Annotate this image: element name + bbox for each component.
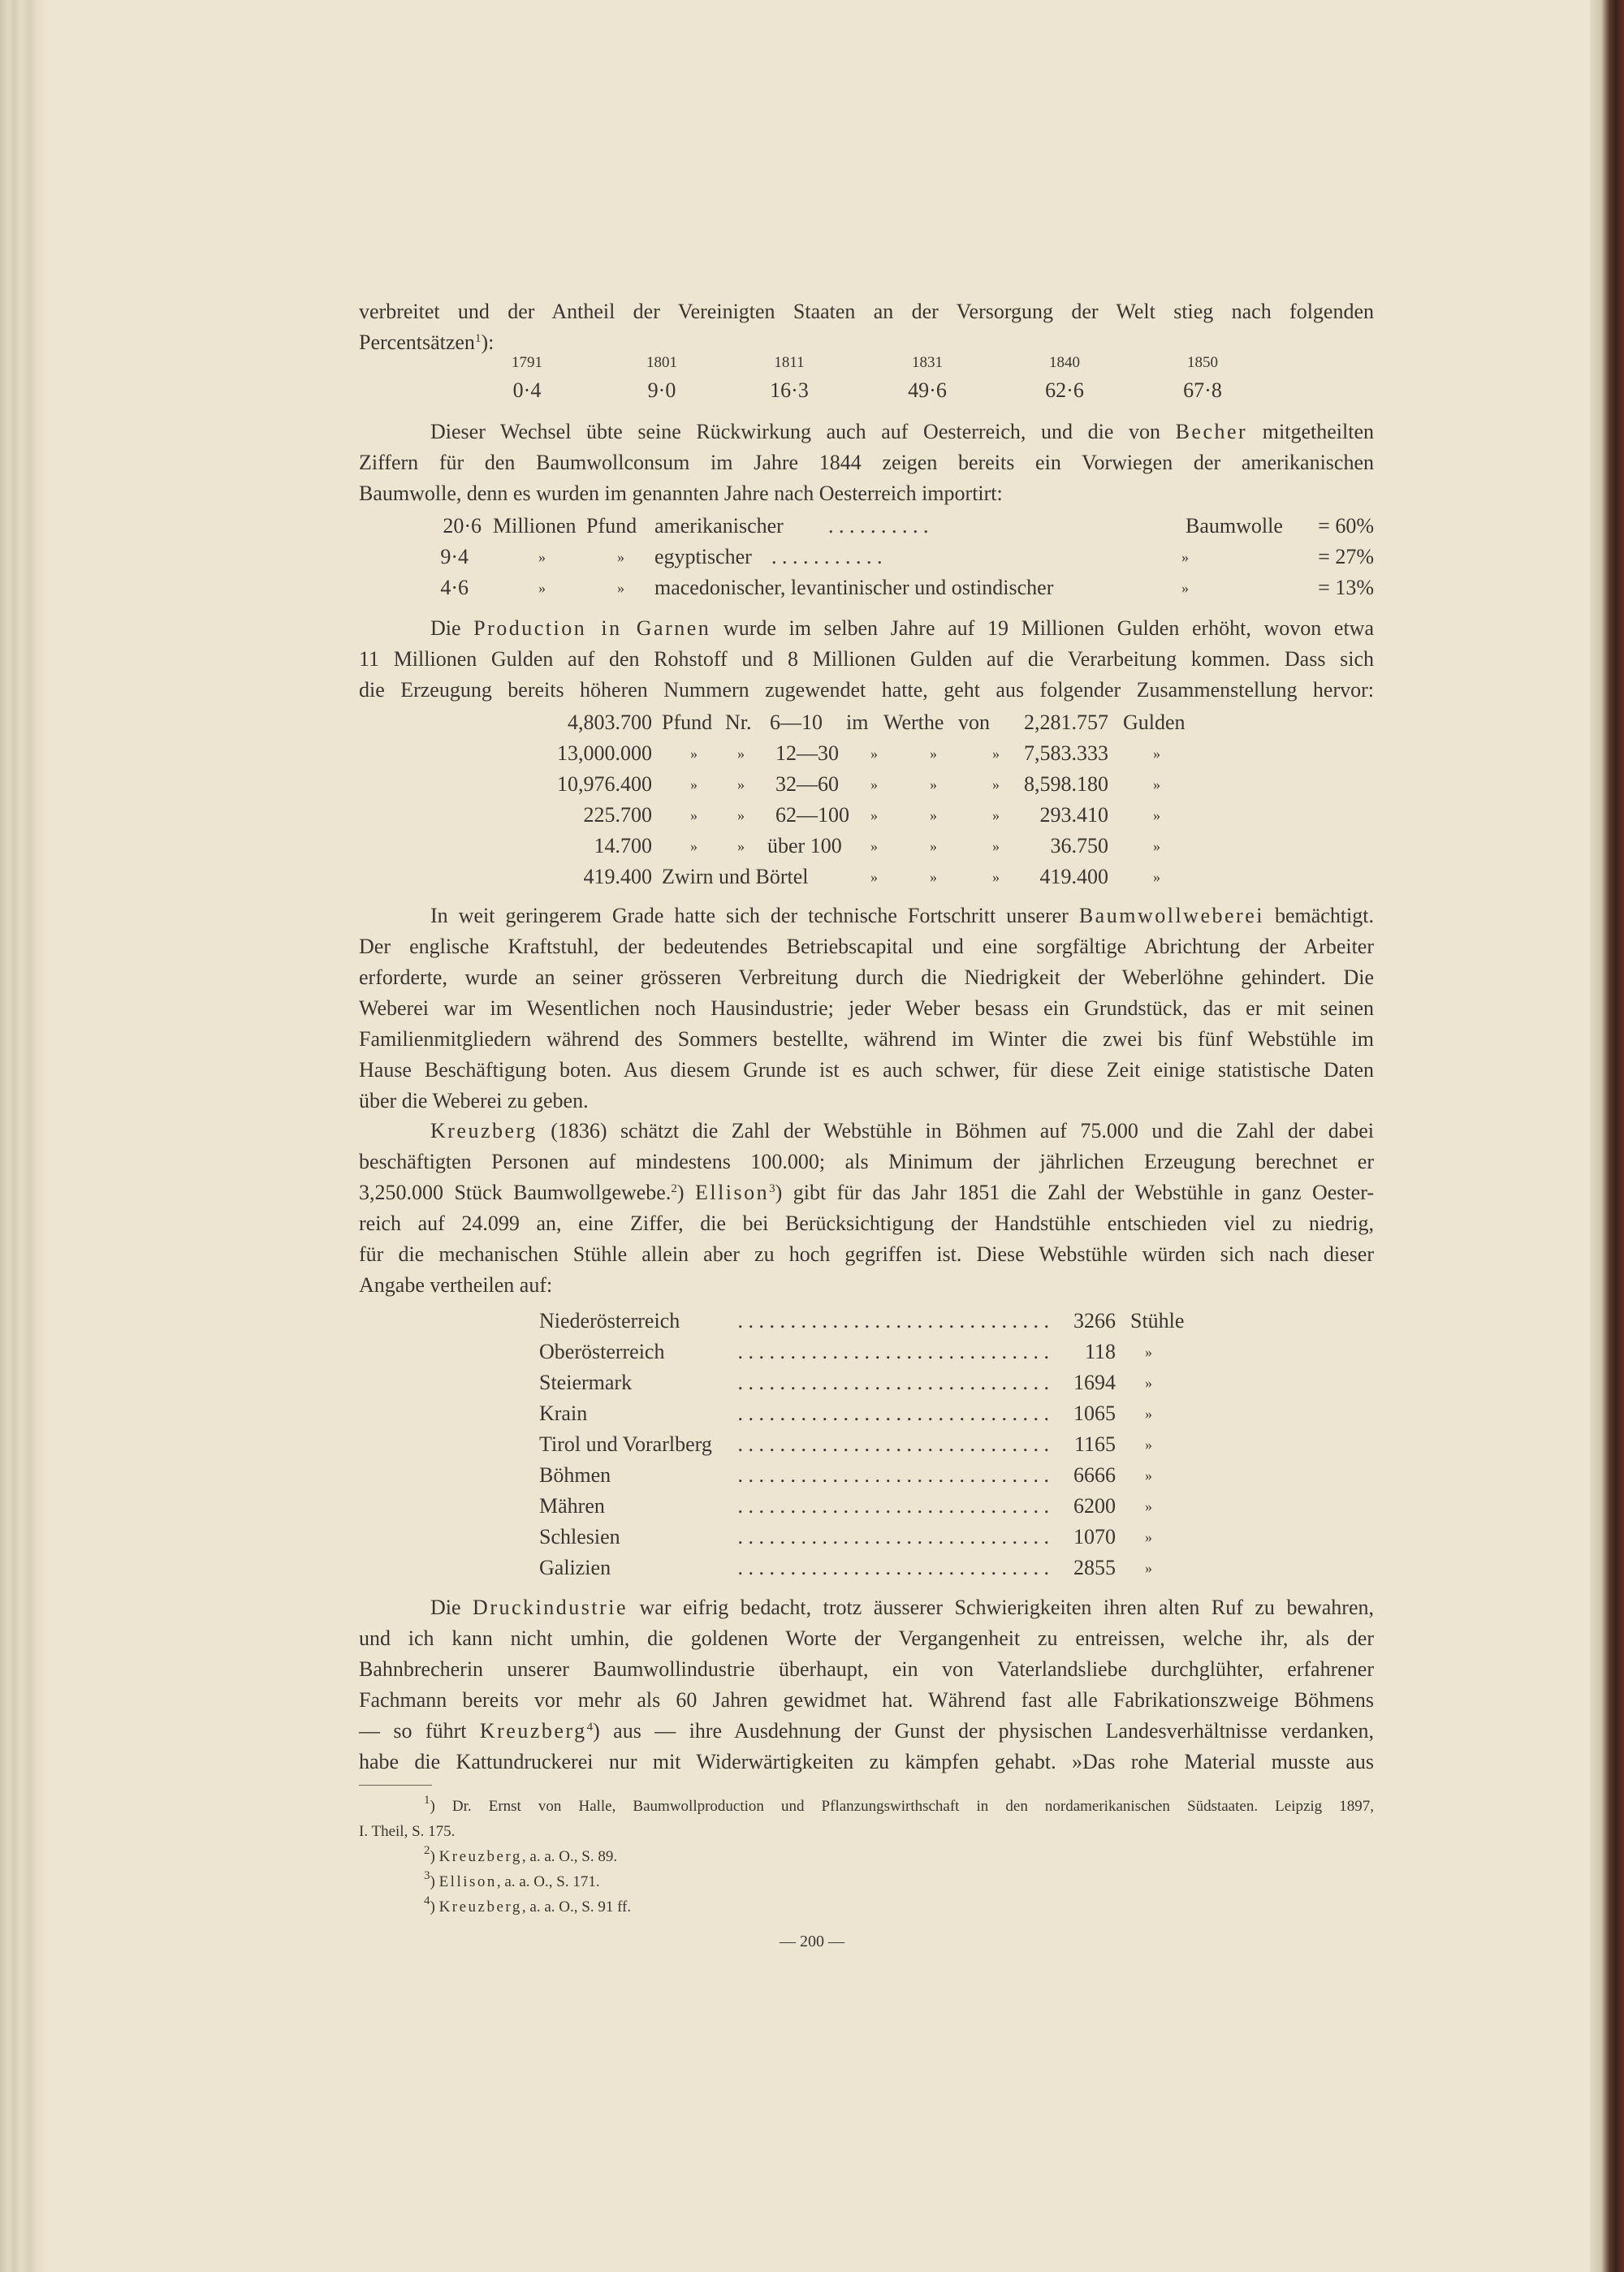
- dot-leader: . . . . . . . . . . . . . . . . . . . . . . . . . . . . . .: [737, 1340, 1049, 1363]
- value: 293.410: [1039, 803, 1108, 827]
- footnote-ref: 3: [424, 1869, 430, 1882]
- text: Fachmann bereits vor mehr als 60 Jahren gewidmet hat. Während fast alle Fabrikationszweige Böhmens: [359, 1688, 1374, 1712]
- value: 7,583.333: [1024, 741, 1108, 765]
- spaced-name: Ellison: [438, 1873, 497, 1890]
- footnotes: [359, 1794, 1374, 1920]
- text: verbreitet und der Antheil der Vereinigten Staaten an der Versorgung der Welt stieg nach folgenden: [359, 300, 1374, 323]
- unit: »: [1145, 1529, 1152, 1545]
- unit: »: [1145, 1375, 1152, 1391]
- origin: egyptischer: [654, 545, 752, 568]
- label: »: [992, 807, 1000, 823]
- unit: »: [690, 838, 698, 854]
- region: Steiermark: [539, 1371, 633, 1394]
- currency: »: [1153, 776, 1160, 793]
- quantity: 4,803.700: [568, 711, 652, 734]
- count: 1070: [1073, 1525, 1116, 1549]
- label: »: [930, 838, 937, 854]
- label: Werthe: [883, 711, 944, 734]
- import-row: [0, 542, 1624, 572]
- text: über die Weberei zu geben.: [359, 1089, 589, 1112]
- text-line: [359, 1819, 1374, 1844]
- text-line: [359, 1055, 1374, 1086]
- text: Der englische Kraftstuhl, der bedeutendes Betriebscapital und eine sorgfältige Abrichtung der Arbeiter: [359, 935, 1374, 958]
- text: wurde im selben Jahre auf 19 Millionen Gulden erhöht, wovon etwa: [710, 616, 1374, 640]
- spaced-name: Druckindustrie: [473, 1596, 628, 1619]
- text-line: [359, 644, 1374, 675]
- text-line: [359, 1894, 1374, 1920]
- label: »: [737, 838, 745, 854]
- text-line: [359, 1747, 1374, 1777]
- text-line: [359, 1654, 1374, 1685]
- spaced-name: Becher: [1175, 420, 1248, 443]
- label: »: [870, 807, 878, 823]
- text: ): [676, 1181, 695, 1204]
- percent: = 27%: [1318, 545, 1374, 568]
- text: Baumwolle, denn es wurden im genannten Jahre nach Oesterreich importirt:: [359, 482, 1003, 505]
- yarn-row: [0, 831, 1624, 862]
- label: »: [930, 776, 937, 793]
- paragraph: [359, 296, 1374, 358]
- looms-row: [0, 1367, 1624, 1398]
- region: Schlesien: [539, 1525, 620, 1549]
- year-label: 1850: [1187, 354, 1218, 371]
- origin: macedonischer, levantinischer und ostindischer: [654, 576, 1054, 599]
- paragraph: [359, 1592, 1374, 1777]
- year-label: 1811: [774, 354, 805, 371]
- footnote-ref: 1: [424, 1794, 430, 1807]
- label: »: [992, 838, 1000, 854]
- label: »: [870, 869, 878, 885]
- looms-row: [0, 1337, 1624, 1367]
- spaced-name: Baumwollweberei: [1078, 904, 1264, 927]
- quantity: 13,000.000: [557, 741, 652, 765]
- text: für die mechanischen Stühle allein aber zu hoch gegriffen ist. Diese Webstühle würden sich nach dieser: [359, 1242, 1374, 1266]
- text-line: [359, 1685, 1374, 1716]
- label: »: [870, 745, 878, 762]
- currency: »: [1153, 869, 1160, 885]
- text-line: [359, 1208, 1374, 1239]
- number-range: 12—30: [775, 741, 839, 765]
- label: »: [1181, 549, 1189, 565]
- text: ): [430, 1898, 439, 1916]
- quantity: 10,976.400: [557, 772, 652, 796]
- text: , a. a. O., S. 91 ff.: [521, 1898, 632, 1916]
- text: die Erzeugung bereits höheren Nummern zugewendet hatte, geht aus folgender Zusammenstellung hervor:: [359, 678, 1374, 702]
- unit: »: [1145, 1406, 1152, 1422]
- text-line: [359, 675, 1374, 706]
- footnote-ref: 3: [769, 1182, 775, 1195]
- spaced-name: Ellison: [694, 1181, 770, 1204]
- text-line: [359, 1239, 1374, 1270]
- paragraph: [359, 613, 1374, 706]
- text: ) gibt für das Jahr 1851 die Zahl der Webstühle in ganz Oester-: [775, 1181, 1374, 1204]
- label: Baumwolle: [1186, 514, 1283, 538]
- paragraph: [359, 417, 1374, 509]
- region: Krain: [539, 1402, 588, 1425]
- text: Weberei war im Wesentlichen noch Hausindustrie; jeder Weber besass ein Grundstück, das er mit seinen: [359, 996, 1374, 1020]
- dot-leader: . . . . . . . . . . . . . . . . . . . . . . . . . . . . . .: [737, 1494, 1049, 1518]
- quantity: 419.400: [583, 865, 652, 888]
- footnote-ref: 1: [474, 332, 482, 345]
- percent-value: 0·4: [512, 378, 542, 402]
- footnote-divider: [359, 1785, 432, 1786]
- yarn-row: [0, 738, 1624, 769]
- spaced-name: Kreuzberg: [430, 1119, 538, 1142]
- percent-value: 9·0: [647, 378, 676, 402]
- text-line: [359, 447, 1374, 478]
- text: Die: [430, 1596, 473, 1619]
- text: (1836) schätzt die Zahl der Webstühle in Böhmen auf 75.000 und die Zahl der dabei: [537, 1119, 1374, 1142]
- import-row: [0, 572, 1624, 603]
- amount: 4·6: [440, 576, 469, 599]
- footnote-ref: 4: [586, 1721, 594, 1734]
- text: ) Dr. Ernst von Halle, Baumwollproduction und Pflanzungswirthschaft in den nordamerikanischen Südstaaten. Leipzig 1897,: [430, 1798, 1374, 1815]
- unit: Pfund: [586, 514, 637, 538]
- looms-row: [0, 1306, 1624, 1337]
- unit: Stühle: [1130, 1309, 1185, 1333]
- spaced-name: Kreuzberg: [479, 1719, 587, 1743]
- count: 6666: [1073, 1463, 1116, 1487]
- yarn-row: [0, 800, 1624, 831]
- region: Oberösterreich: [539, 1340, 665, 1363]
- text: und ich kann nicht umhin, die goldenen Worte der Vergangenheit zu entreissen, welche ihr, als der: [359, 1626, 1374, 1650]
- text: — so führt: [359, 1719, 480, 1743]
- number-range: 6—10: [770, 711, 823, 734]
- count: 6200: [1073, 1494, 1116, 1518]
- text-line: [359, 1869, 1374, 1894]
- looms-row: [0, 1460, 1624, 1491]
- count: 118: [1084, 1340, 1116, 1363]
- text: bemächtigt.: [1263, 904, 1375, 927]
- text: , a. a. O., S. 89.: [521, 1848, 618, 1865]
- text: erforderte, wurde an seiner grösseren Verbreitung durch die Niedrigkeit der Weberlöhne gehindert. Die: [359, 965, 1374, 989]
- percent-table: [0, 354, 1624, 411]
- text: ) aus — ihre Ausdehnung der Gunst der physischen Landesverhältnisse verdanken,: [593, 1719, 1374, 1743]
- footnote-ref: 2: [671, 1182, 677, 1195]
- paragraph: [359, 901, 1374, 1117]
- dot-leader: . . . . . . . . . . . . . . . . . . . . . . . . . . . . . .: [737, 1309, 1049, 1333]
- label: »: [992, 745, 1000, 762]
- label: im: [846, 711, 869, 734]
- year-label: 1840: [1049, 354, 1080, 371]
- unit: Pfund: [662, 711, 713, 734]
- text: mitgetheilten: [1247, 420, 1374, 443]
- text-line: [359, 1177, 1374, 1208]
- text-line: [359, 296, 1374, 327]
- text: Bahnbrecherin unserer Baumwollindustrie überhaupt, ein von Vaterlandsliebe durchglühter, erfahrener: [359, 1657, 1374, 1681]
- label: »: [870, 838, 878, 854]
- count: 1694: [1073, 1371, 1116, 1394]
- dot-leader: . . . . . . . . . .: [828, 514, 929, 538]
- text-line: [359, 1147, 1374, 1177]
- currency: »: [1153, 745, 1160, 762]
- percent: = 13%: [1318, 576, 1374, 599]
- yarn-row: [0, 769, 1624, 800]
- region: Tirol und Vorarlberg: [539, 1432, 712, 1456]
- text: Percentsätzen: [359, 330, 475, 354]
- text: Dieser Wechsel übte seine Rückwirkung auch auf Oesterreich, und die von: [430, 420, 1176, 443]
- quantity: 225.700: [583, 803, 652, 827]
- value: 419.400: [1039, 865, 1108, 888]
- number-range: 62—100: [775, 803, 849, 827]
- text-line: [359, 1844, 1374, 1869]
- label: »: [930, 807, 937, 823]
- yarn-row: [0, 707, 1624, 738]
- text-line: [359, 1086, 1374, 1117]
- label: »: [930, 869, 937, 885]
- looms-row: [0, 1491, 1624, 1522]
- number-range: über 100: [767, 834, 842, 857]
- text: 3,250.000 Stück Baumwollgewebe.: [359, 1181, 672, 1204]
- percent-value: 67·8: [1183, 378, 1222, 402]
- looms-row: [0, 1429, 1624, 1460]
- year-label: 1831: [912, 354, 943, 371]
- label: von: [958, 711, 990, 734]
- dot-leader: . . . . . . . . . . . . . . . . . . . . . . . . . . . . . .: [737, 1463, 1049, 1487]
- text-line: [359, 1116, 1374, 1147]
- text: ): [430, 1848, 439, 1865]
- text: , a. a. O., S. 171.: [496, 1873, 600, 1890]
- count: 3266: [1073, 1309, 1116, 1333]
- text-line: [359, 993, 1374, 1024]
- value: 2,281.757: [1024, 711, 1108, 734]
- text: 11 Millionen Gulden auf den Rohstoff und 8 Millionen Gulden auf die Verarbeitung kommen. Dass sich: [359, 647, 1374, 671]
- label: »: [1181, 580, 1189, 596]
- paragraph: [359, 1116, 1374, 1301]
- text: Familienmitgliedern während des Sommers bestellte, während im Winter die zwei bis fünf Webstühle im: [359, 1027, 1374, 1051]
- looms-row: [0, 1553, 1624, 1583]
- text-line: [359, 1794, 1374, 1819]
- unit: »: [1145, 1498, 1152, 1514]
- text: habe die Kattundruckerei nur mit Widerwärtigkeiten zu kämpfen gehabt. »Das rohe Material musste aus: [359, 1750, 1374, 1773]
- text: Hause Beschäftigung boten. Aus diesem Grunde ist es auch schwer, für diese Zeit einige statistische Daten: [359, 1058, 1374, 1082]
- currency: »: [1153, 838, 1160, 854]
- percent-value: 49·6: [908, 378, 947, 402]
- spaced-name: Production in Garnen: [473, 616, 711, 640]
- dot-leader: . . . . . . . . . . .: [771, 545, 883, 568]
- unit: »: [1145, 1560, 1152, 1576]
- footnote-ref: 2: [424, 1844, 430, 1857]
- unit: »: [538, 580, 546, 596]
- label: »: [930, 745, 937, 762]
- text-line: [359, 1592, 1374, 1623]
- text-line: [359, 1716, 1374, 1747]
- text: In weit geringerem Grade hatte sich der technische Fortschritt unserer: [430, 904, 1079, 927]
- unit: »: [690, 745, 698, 762]
- text: I. Theil, S. 175.: [359, 1823, 456, 1840]
- footnote-ref: 4: [424, 1894, 430, 1907]
- text-line: [359, 1024, 1374, 1055]
- dot-leader: . . . . . . . . . . . . . . . . . . . . . . . . . . . . . .: [737, 1371, 1049, 1394]
- origin: amerikanischer: [654, 514, 784, 538]
- text: reich auf 24.099 an, eine Ziffer, die bei Berücksichtigung der Handstühle entschieden viel zu niedrig,: [359, 1212, 1374, 1235]
- label: »: [992, 869, 1000, 885]
- number-range: 32—60: [775, 772, 839, 796]
- text-line: [359, 1270, 1374, 1301]
- text-line: [359, 417, 1374, 447]
- looms-row: [0, 1398, 1624, 1429]
- amount: 9·4: [440, 545, 469, 568]
- unit: Zwirn und Börtel: [662, 865, 809, 888]
- text: Angabe vertheilen auf:: [359, 1273, 553, 1297]
- text: war eifrig bedacht, trotz äusserer Schwierigkeiten ihren alten Ruf zu bewahren,: [628, 1596, 1374, 1619]
- percent: = 60%: [1318, 514, 1374, 538]
- text-line: [359, 613, 1374, 644]
- region: Böhmen: [539, 1463, 611, 1487]
- percent-value: 16·3: [770, 378, 809, 402]
- text: Ziffern für den Baumwollconsum im Jahre 1844 zeigen bereits ein Vorwiegen der amerikanischen: [359, 451, 1374, 474]
- count: 1065: [1073, 1402, 1116, 1425]
- dot-leader: . . . . . . . . . . . . . . . . . . . . . . . . . . . . . .: [737, 1525, 1049, 1549]
- text: Die: [430, 616, 474, 640]
- text-line: [359, 962, 1374, 993]
- page-edge-left: [0, 0, 50, 2272]
- text-line: [359, 901, 1374, 931]
- count: 1165: [1073, 1432, 1116, 1456]
- value: 36.750: [1050, 834, 1108, 857]
- text: ): [430, 1873, 439, 1890]
- quantity: 14.700: [594, 834, 652, 857]
- unit: »: [690, 807, 698, 823]
- spaced-name: Kreuzberg: [438, 1898, 522, 1916]
- label: »: [870, 776, 878, 793]
- import-row: [0, 511, 1624, 542]
- unit: »: [690, 776, 698, 793]
- yarn-row: [0, 862, 1624, 892]
- region: Niederösterreich: [539, 1309, 680, 1333]
- label: »: [737, 807, 745, 823]
- label: »: [992, 776, 1000, 793]
- spaced-name: Kreuzberg: [438, 1848, 522, 1865]
- unit: »: [1145, 1344, 1152, 1360]
- unit: »: [617, 580, 624, 596]
- unit: »: [1145, 1467, 1152, 1484]
- region: Mähren: [539, 1494, 605, 1518]
- region: Galizien: [539, 1556, 611, 1579]
- unit: »: [538, 549, 546, 565]
- looms-row: [0, 1522, 1624, 1553]
- label: »: [737, 745, 745, 762]
- label: Nr.: [725, 711, 752, 734]
- book-binding-right: [1590, 0, 1624, 2272]
- year-label: 1801: [646, 354, 677, 371]
- text: ):: [481, 330, 495, 354]
- text-line: [359, 478, 1374, 509]
- label: »: [737, 776, 745, 793]
- text-line: [359, 1623, 1374, 1654]
- unit: »: [1145, 1436, 1152, 1453]
- unit: »: [617, 549, 624, 565]
- dot-leader: . . . . . . . . . . . . . . . . . . . . . . . . . . . . . .: [737, 1556, 1049, 1579]
- count: 2855: [1073, 1556, 1116, 1579]
- unit: Millionen: [493, 514, 577, 538]
- currency: »: [1153, 807, 1160, 823]
- text-line: [359, 931, 1374, 962]
- value: 8,598.180: [1024, 772, 1108, 796]
- year-label: 1791: [512, 354, 542, 371]
- page-number: — 200 —: [780, 1933, 844, 1950]
- dot-leader: . . . . . . . . . . . . . . . . . . . . . . . . . . . . . .: [737, 1402, 1049, 1425]
- text: beschäftigten Personen auf mindestens 100.000; als Minimum der jährlichen Erzeugung berechnet er: [359, 1150, 1374, 1173]
- amount: 20·6: [443, 514, 482, 538]
- dot-leader: . . . . . . . . . . . . . . . . . . . . . . . . . . . . . .: [737, 1432, 1049, 1456]
- currency: Gulden: [1123, 711, 1186, 734]
- percent-value: 62·6: [1045, 378, 1084, 402]
